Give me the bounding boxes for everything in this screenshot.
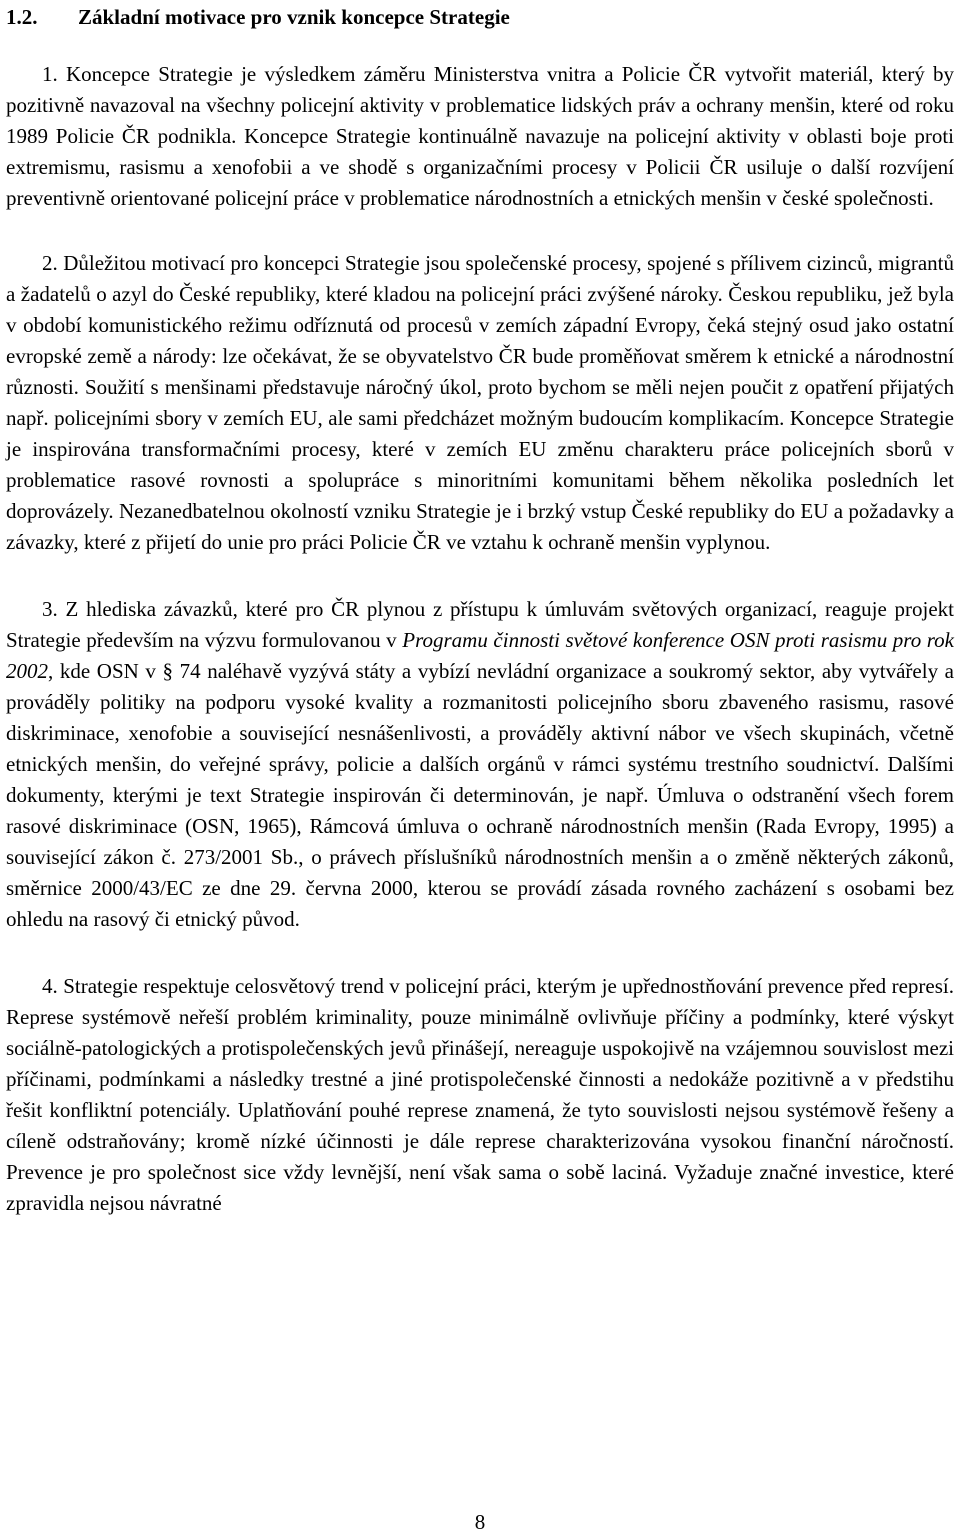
paragraph-4 [6,971,954,1219]
paragraph-3-text-before: Z hlediska závazků, které pro ČR plynou z přístupu k úmluvám světových organizací, reaguje projekt Strategie především na výzvu formulovanou v [6,597,955,652]
paragraph-4-text: Strategie respektuje celosvětový trend v policejní práci, kterým je upřednostňování prevence před represí. Represe systémově neřeší problém kriminality, pouze minimálně ovlivňuje příčiny a podmínky, které výskyt sociálně-patologických a protispolečenských jevů přinášejí, nereaguje uspokojivě na vzájemnou souvislost mezi příčinami, podmínkami a následky trestné a jiné protispolečenské činnosti a nedokáže pozitivně a v předstihu řešit konfliktní potenciály. Uplatňování pouhé represe znamená, že tyto souvislosti nejsou systémově řešeny a cíleně odstraňovány; kromě nízké účinnosti je dále represe charakterizována vysokou finanční náročností. Prevence je pro společnost sice vždy levnější, není však sama o sobě laciná. Vyžaduje značné investice, které zpravidla nejsou návratné [6,974,954,1215]
paragraph-2 [6,248,954,558]
paragraph-1 [6,59,954,214]
paragraph-1-text: Koncepce Strategie je výsledkem záměru Ministerstva vnitra a Policie ČR vytvořit materiál, který by pozitivně navazoval na všechny policejní aktivity v problematice lidských práv a ochrany menšin, které od roku 1989 Policie ČR podnikla. Koncepce Strategie kontinuálně navazuje na policejní aktivity v oblasti boje proti extremismu, rasismu a xenofobii a ve shodě s organizačními procesy v Policii ČR usiluje o další rozvíjení preventivně orientované policejní práce v problematice národnostních a etnických menšin v české společnosti. [6,62,954,210]
paragraph-3-italic-citation: Programu činnosti světové konference OSN proti rasismu pro rok 2002 [6,628,954,683]
paragraph-2-number: 2. [42,251,58,275]
paragraph-1-number: 1. [42,62,58,86]
paragraph-3 [6,594,954,935]
paragraph-4-number: 4. [42,974,58,998]
section-heading [6,0,954,32]
section-title: Základní motivace pro vznik koncepce Strategie [78,5,510,29]
paragraph-3-text-after: , kde OSN v § 74 naléhavě vyzývá státy a vybízí nevládní organizace a soukromý sektor, aby vytvářely a prováděly politiky na podporu vysoké kvality a rozmanitosti policejního sboru zbaveného rasismu, rasové diskriminace, xenofobie a související nesnášenlivosti, a prováděly aktivní nábor ve všech skupinách, včetně etnických menšin, do veřejné správy, policie a dalších orgánů v rámci systému trestního soudnictví. Dalšími dokumenty, kterými je text Strategie inspirován či determinován, je např. Úmluva o odstranění všech forem rasové diskriminace (OSN, 1965), Rámcová úmluva o ochraně národnostních menšin (Rada Evropy, 1995) a související zákon č. 273/2001 Sb., o právech příslušníků národnostních menšin a o změně některých zákonů, směrnice 2000/43/EC ze dne 29. června 2000, kterou se provádí zásada rovného zacházení s osobami bez ohledu na rasový či etnický původ. [6,659,954,931]
section-number: 1.2. [6,5,38,29]
page-number: 8 [474,1510,486,1534]
paragraph-2-text: Důležitou motivací pro koncepci Strategie jsou společenské procesy, spojené s přílivem cizinců, migrantů a žadatelů o azyl do České republiky, které kladou na policejní práci zvýšené nároky. Českou republiku, jež byla v období komunistického režimu odříznutá od procesů v zemích západní Evropy, čeká stejný osud jako ostatní evropské země a národy: lze očekávat, že se obyvatelstvo ČR bude proměňovat směrem k etnické a národnostní různosti. Soužití s menšinami představuje náročný úkol, proto bychom se měli nejen poučit z opatření přijatých např. policejními sbory v zemích EU, ale sami předcházet možným budoucím komplikacím. Koncepce Strategie je inspirována transformačními procesy, které v zemích EU změnu charakteru práce policejních sborů v problematice rasové rovnosti a spolupráce s minoritními komunitami během několika posledních let doprovázely. Nezanedbatelnou okolností vzniku Strategie je i brzký vstup České republiky do EU a požadavky a závazky, které z přijetí do unie pro práci Policie ČR ve vztahu k ochraně menšin vyplynou. [6,251,954,554]
document-page [6,0,954,1219]
paragraph-3-number: 3. [42,597,58,621]
